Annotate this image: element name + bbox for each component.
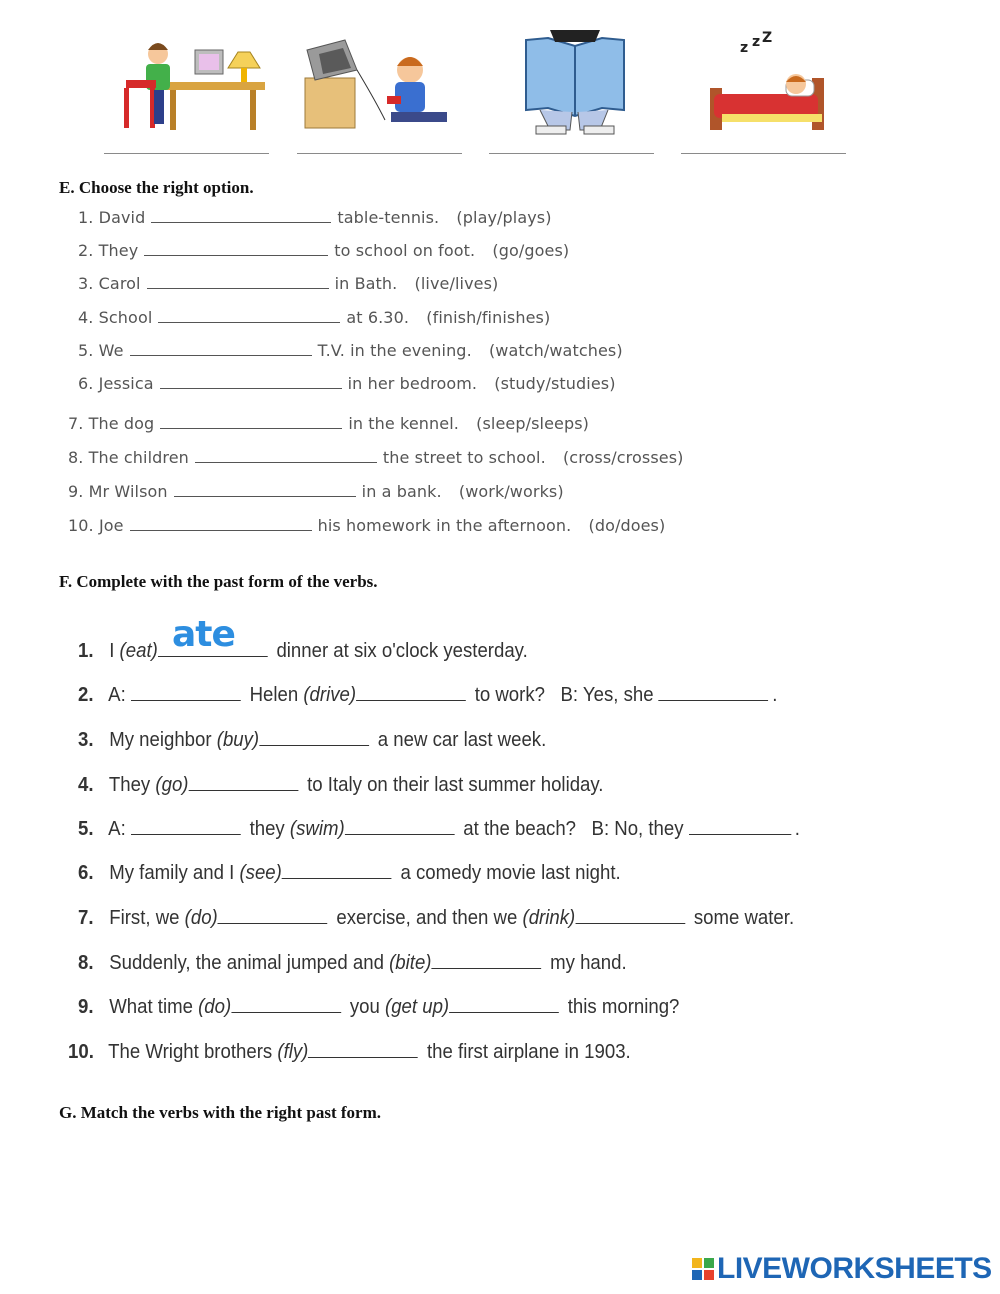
svg-text:z: z <box>740 40 749 56</box>
sentence-start: Joe <box>98 516 124 535</box>
verb-options: (play/plays) <box>456 208 552 227</box>
sentence-end: in Bath. <box>334 274 398 293</box>
sentence-start: We <box>98 341 124 360</box>
answer-line[interactable] <box>297 153 462 154</box>
section-g-title: G. Match the verbs with the right past form. <box>59 1103 382 1122</box>
answer-blank[interactable] <box>356 699 466 701</box>
verb-options: (do/does) <box>588 516 666 535</box>
list-item <box>78 996 679 1019</box>
section-e-title: E. Choose the right option. <box>59 178 254 197</box>
answer-blank[interactable] <box>195 461 377 463</box>
verb-options: (live/lives) <box>414 274 499 293</box>
list-item <box>78 729 546 752</box>
answer-blank[interactable] <box>659 699 769 701</box>
verb-hint: (go) <box>155 774 189 796</box>
list-item <box>78 952 627 975</box>
sentence-part: A: <box>108 684 126 706</box>
verb-hint: (eat) <box>119 640 158 662</box>
verb-options: (work/works) <box>458 482 564 501</box>
answer-blank[interactable] <box>575 922 685 924</box>
sentence-start: David <box>98 208 146 227</box>
answer-blank[interactable] <box>188 789 298 791</box>
answer-blank[interactable] <box>259 744 369 746</box>
svg-text:z: z <box>752 34 761 50</box>
item-number: 9. <box>78 996 94 1018</box>
answer-blank[interactable] <box>131 699 241 701</box>
sentence-end: his homework in the afternoon. <box>317 516 572 535</box>
sentence-part: you <box>349 996 380 1018</box>
sentence-part: I <box>109 640 115 662</box>
sentence-end: in the kennel. <box>348 414 459 433</box>
item-number: 3. <box>78 274 94 293</box>
answer-line[interactable] <box>489 153 654 154</box>
sentence-part: My family and I <box>109 862 235 884</box>
verb-hint: (bite) <box>389 952 432 974</box>
item-number: 1. <box>78 208 94 227</box>
item-number: 1. <box>78 640 94 662</box>
verb-hint: (drive) <box>303 684 357 706</box>
list-item <box>78 774 603 797</box>
item-number: 10. <box>68 516 94 535</box>
logo-mark-icon <box>692 1258 714 1280</box>
list-item <box>68 414 589 433</box>
sentence-start: The children <box>88 448 189 467</box>
answer-blank[interactable] <box>151 221 331 223</box>
answer-blank[interactable] <box>174 495 356 497</box>
computer-desk-picture <box>110 30 280 135</box>
sentence-part: B: No, they <box>591 818 684 840</box>
item-number: 8. <box>78 952 94 974</box>
answer-blank[interactable] <box>158 321 340 323</box>
answer-blank[interactable] <box>282 877 392 879</box>
verb-options: (finish/finishes) <box>426 308 551 327</box>
item-number: 7. <box>78 907 94 929</box>
video-game-picture <box>295 30 465 135</box>
svg-text:Z: Z <box>762 30 773 46</box>
verb-hint: (fly) <box>277 1041 309 1063</box>
sentence-end: T.V. in the evening. <box>317 341 472 360</box>
answer-blank[interactable] <box>130 529 312 531</box>
sentence-start: The dog <box>88 414 155 433</box>
sentence-part: dinner at six o'clock yesterday. <box>276 640 528 662</box>
item-number: 7. <box>68 414 84 433</box>
list-item <box>78 818 800 841</box>
example-answer: ate <box>172 614 235 655</box>
answer-blank[interactable] <box>144 254 328 256</box>
sentence-part: at the beach? <box>463 818 577 840</box>
list-item <box>78 308 550 327</box>
verb-options: (watch/watches) <box>488 341 623 360</box>
section-f-title: F. Complete with the past form of the verbs. <box>59 572 378 591</box>
sentence-part: Suddenly, the animal jumped and <box>109 952 384 974</box>
verb-hint: (see) <box>239 862 282 884</box>
sentence-part: They <box>108 774 151 796</box>
sentence-part: The Wright brothers <box>108 1041 273 1063</box>
sentence-part: to Italy on their last summer holiday. <box>307 774 604 796</box>
answer-blank[interactable] <box>160 387 342 389</box>
answer-blank[interactable] <box>689 833 791 835</box>
sentence-part: What time <box>109 996 193 1018</box>
sentence-part: A: <box>108 818 126 840</box>
answer-blank[interactable] <box>147 287 329 289</box>
list-item <box>78 274 498 293</box>
answer-blank[interactable] <box>160 427 342 429</box>
verb-hint: (buy) <box>216 729 260 751</box>
sentence-part: my hand. <box>550 952 627 974</box>
item-number: 4. <box>78 774 94 796</box>
sentence-end: in a bank. <box>361 482 442 501</box>
item-number: 6. <box>78 374 94 393</box>
list-item <box>68 448 683 467</box>
logo-text: LIVEWORKSHEETS <box>717 1252 992 1285</box>
liveworksheets-logo <box>692 1252 992 1286</box>
list-item <box>78 374 616 393</box>
list-item <box>68 482 564 501</box>
verb-options: (cross/crosses) <box>562 448 684 467</box>
verb-hint: (get up) <box>385 996 450 1018</box>
verb-hint: (do) <box>184 907 218 929</box>
sentence-part: Helen <box>249 684 299 706</box>
answer-blank[interactable] <box>131 833 241 835</box>
sleeping-picture <box>700 30 870 135</box>
answer-blank[interactable] <box>431 967 541 969</box>
sentence-part: a comedy movie last night. <box>400 862 621 884</box>
sentence-part: . <box>794 818 800 840</box>
list-item <box>78 341 623 360</box>
sentence-part: . <box>772 684 778 706</box>
list-item <box>78 907 794 930</box>
sentence-part: First, we <box>109 907 180 929</box>
sentence-part: a new car last week. <box>377 729 547 751</box>
answer-blank[interactable] <box>308 1056 418 1058</box>
sentence-end: at 6.30. <box>346 308 410 327</box>
item-number: 2. <box>78 241 94 260</box>
sentence-start: They <box>98 241 139 260</box>
answer-blank[interactable] <box>231 1011 341 1013</box>
verb-hint: (swim) <box>289 818 345 840</box>
item-number: 9. <box>68 482 84 501</box>
item-number: 4. <box>78 308 94 327</box>
list-item <box>78 208 552 227</box>
sentence-end: to school on foot. <box>334 241 476 260</box>
answer-blank[interactable] <box>130 354 312 356</box>
answer-blank[interactable] <box>345 833 455 835</box>
item-number: 5. <box>78 341 94 360</box>
list-item <box>68 1041 631 1064</box>
sentence-part: the first airplane in 1903. <box>427 1041 631 1063</box>
sentence-part: this morning? <box>567 996 680 1018</box>
verb-options: (go/goes) <box>492 241 570 260</box>
sentence-part: to work? <box>474 684 545 706</box>
list-item <box>78 640 528 663</box>
list-item <box>78 862 621 885</box>
answer-line[interactable] <box>681 153 846 154</box>
item-number: 6. <box>78 862 94 884</box>
item-number: 3. <box>78 729 94 751</box>
answer-blank[interactable] <box>158 655 268 657</box>
answer-line[interactable] <box>104 153 269 154</box>
answer-blank[interactable] <box>449 1011 559 1013</box>
item-number: 8. <box>68 448 84 467</box>
item-number: 2. <box>78 684 94 706</box>
sentence-end: in her bedroom. <box>347 374 478 393</box>
sentence-start: Carol <box>98 274 141 293</box>
sentence-end: the street to school. <box>382 448 546 467</box>
sentence-part: they <box>249 818 285 840</box>
answer-blank[interactable] <box>218 922 328 924</box>
sentence-end: table-tennis. <box>337 208 440 227</box>
verb-hint: (drink) <box>522 907 576 929</box>
sentence-part: B: Yes, she <box>560 684 654 706</box>
list-item <box>78 684 777 707</box>
sentence-part: some water. <box>693 907 795 929</box>
sentence-part: My neighbor <box>109 729 212 751</box>
verb-options: (sleep/sleeps) <box>476 414 589 433</box>
sentence-start: School <box>98 308 153 327</box>
list-item <box>78 241 569 260</box>
sentence-part: exercise, and then we <box>336 907 518 929</box>
item-number: 10. <box>68 1041 94 1063</box>
verb-hint: (do) <box>198 996 232 1018</box>
item-number: 5. <box>78 818 94 840</box>
sentence-start: Mr Wilson <box>88 482 168 501</box>
list-item <box>68 516 665 535</box>
verb-options: (study/studies) <box>494 374 616 393</box>
sentence-start: Jessica <box>98 374 154 393</box>
reading-picture <box>490 30 660 135</box>
